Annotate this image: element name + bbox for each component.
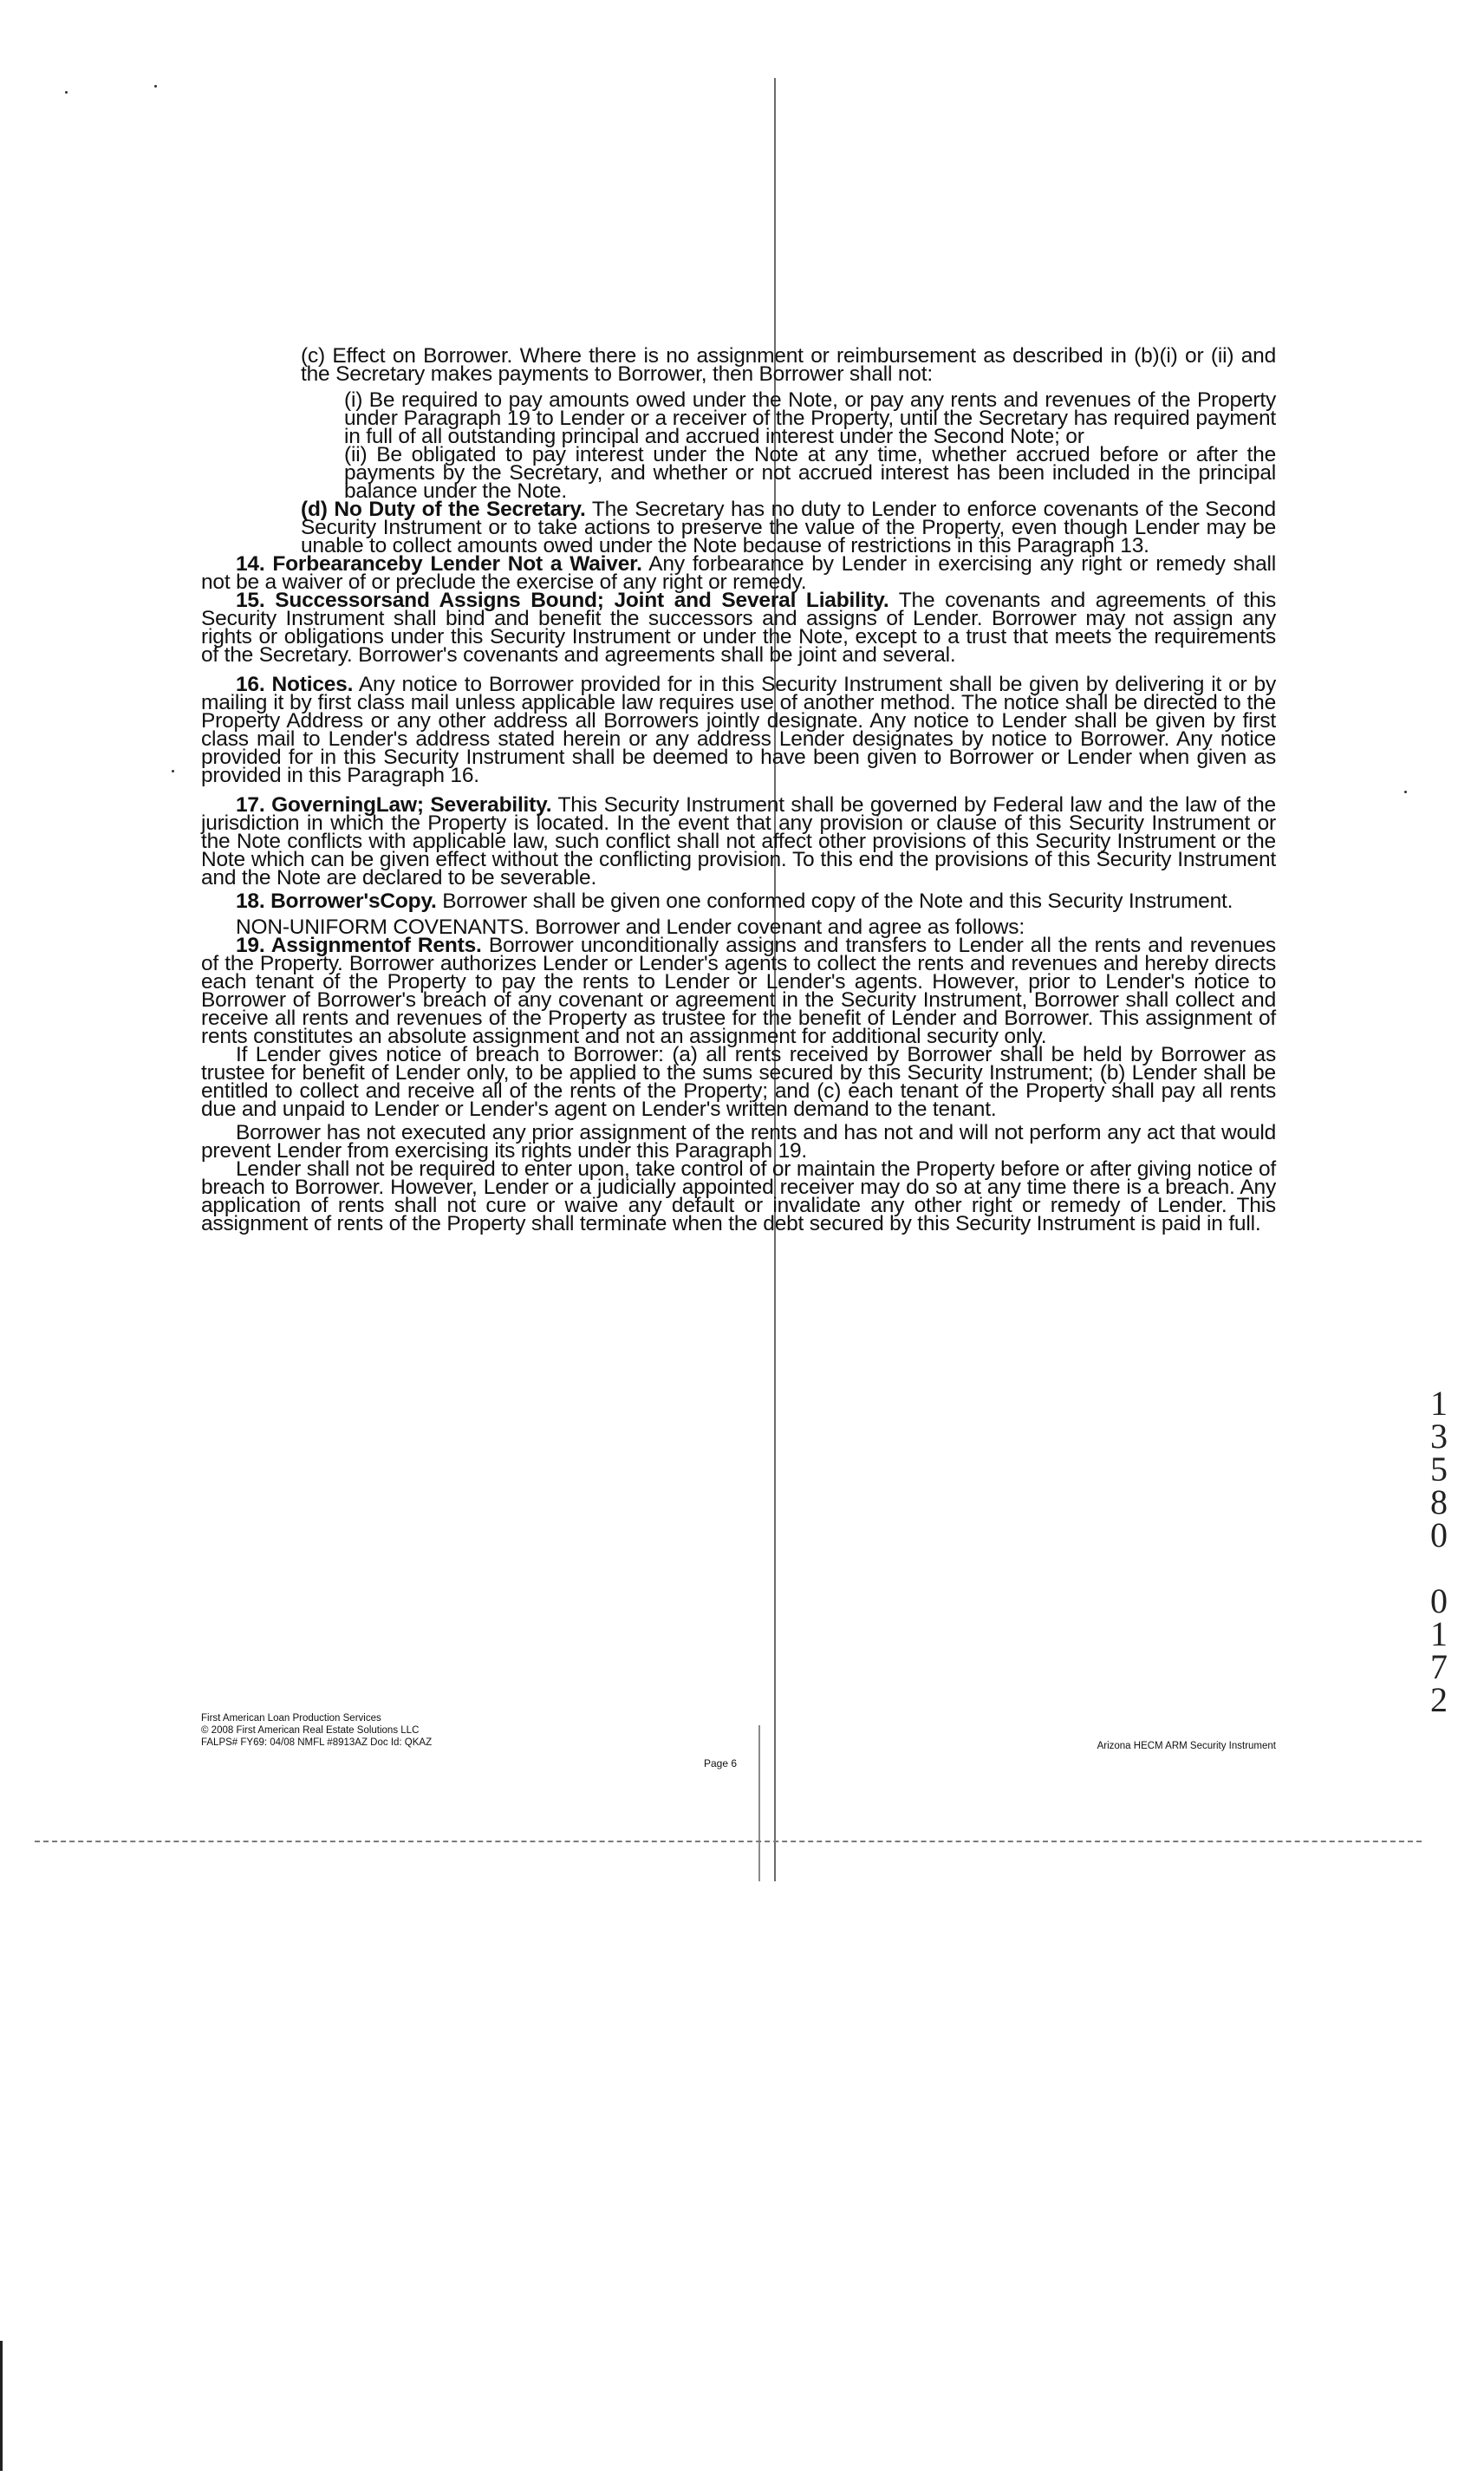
section-heading: 15. Successorsand Assigns Bound; Joint and Several Liability. xyxy=(236,589,889,612)
paragraph-15 xyxy=(201,589,1277,667)
paragraph-13c-ii: (ii) Be obligated to pay interest under the Note at any time, whether accrued before or after the payments by the Secretary, and whether or not accrued interest has been included in the principal balance under the Note. xyxy=(344,443,1276,503)
paragraph-19-c: Borrower has not executed any prior assignment of the rents and has not and will not perform any act that would prevent Lender from exercising its rights under this Paragraph 19. xyxy=(201,1121,1276,1163)
section-heading: 16. Notices. xyxy=(236,673,354,696)
stamp-digit: 7 xyxy=(1430,1647,1448,1686)
paragraph-13c-i: (i) Be required to pay amounts owed under the Note, or pay any rents and revenues of the Property under Paragraph 19 to Lender or a receiver of the Property, until the Secretary has required payment in full of all outstanding principal and accrued interest under the Second Note; or xyxy=(344,388,1276,448)
clause-text: Effect on Borrower. Where there is no assignment or reimbursement as described in (b)(i) or (ii) and the Secretary makes payments to Borrower, then Borrower shall not: xyxy=(301,344,1276,386)
section-text: Borrower unconditionally assigns and transfers to Lender all the rents and revenues of the Property. Borrower authorizes Lender or Lender's agents to collect the rents and revenues and hereby directs each tenant of the Property to pay the rents to Lender or Lender's agents. However, prior to Lender's notice to Borrower of Borrower's breach of any covenant or agreement in the Security Instrument, Borrower shall collect and receive all rents and revenues of the Property as trustee for the benefit of Lender and Borrower. This assignment of rents constitutes an absolute assignment and not an assignment for additional security only. xyxy=(201,934,1276,1048)
stamp-digit: 0 xyxy=(1430,1581,1448,1620)
section-text: Any notice to Borrower provided for in this Security Instrument shall be given by delivering it or by mailing it by first class mail unless applicable law requires use of another method. The notice shall be directed to the Property Address or any other address all Borrowers jointly designate. Any notice to Lender shall be given by first class mail to Lender's address stated herein or any address Lender designates by notice to Borrower. Any notice provided for in this Security Instrument shall be deemed to have been given to Borrower or Lender when given as provided in this Paragraph 16. xyxy=(201,673,1276,787)
paragraph-14 xyxy=(201,552,1276,594)
paragraph-18 xyxy=(201,890,1276,913)
stamp-digit: 2 xyxy=(1430,1680,1448,1719)
section-heading: 19. Assignmentof Rents. xyxy=(236,934,482,957)
scan-speck xyxy=(154,85,157,88)
non-uniform-covenants: NON-UNIFORM COVENANTS. Borrower and Lender covenant and agree as follows: xyxy=(236,916,1025,939)
document-body xyxy=(201,344,1277,1235)
section-text: The covenants and agreements of this Security Instrument shall bind and benefit the successors and assigns of Lender. Borrower may not assign any rights or obligations under this Security Instrument or under the Note, except to a trust that meets the requirements of the Secretary. Borrower's covenants and agreements shall be joint and several. xyxy=(201,589,1277,667)
scan-fold-line-lower xyxy=(758,1725,760,1881)
paragraph-19-b: If Lender gives notice of breach to Borrower: (a) all rents received by Borrower shall be held by Borrower as trustee for benefit of Lender only, to be applied to the sums secured by this Security Instrument; (b) Lender shall be entitled to collect and receive all of the rents of the Property; and (c) each tenant of the Property shall pay all rents due and unpaid to Lender or Lender's agent on Lender's written demand to the tenant. xyxy=(201,1043,1276,1121)
footer-form-name: Arizona HECM ARM Security Instrument xyxy=(1097,1741,1276,1751)
footer-doc-id: FALPS# FY69: 04/08 NMFL #8913AZ Doc Id: QKAZ xyxy=(201,1737,433,1748)
clause-heading: (d) No Duty of the Secretary. xyxy=(301,498,586,521)
paragraph-16 xyxy=(201,675,1276,785)
stamp-gap xyxy=(1426,1552,1452,1585)
stamp-digit: 3 xyxy=(1430,1417,1448,1456)
scan-page-edge xyxy=(35,1841,1422,1842)
stamp-digit: 8 xyxy=(1430,1483,1448,1522)
clause-text: The Secretary has no duty to Lender to enforce covenants of the Second Security Instrument or to take actions to preserve the value of the Property, even though Lender may be unable to collect amounts owed under the Note because of restrictions in this Paragraph 13. xyxy=(301,498,1276,557)
section-text: Borrower shall be given one conformed copy of the Note and this Security Instrument. xyxy=(436,890,1233,913)
stamp-digit: 5 xyxy=(1430,1450,1448,1489)
clause-label: (c) xyxy=(301,344,325,368)
section-heading: 18. Borrower'sCopy. xyxy=(236,890,437,913)
footer-company: First American Loan Production Services xyxy=(201,1713,381,1724)
scan-left-edge xyxy=(0,2341,3,2471)
paragraph-13c xyxy=(301,344,1276,386)
paragraph-17 xyxy=(201,793,1276,890)
page-number: Page 6 xyxy=(704,1757,738,1769)
paragraph-19-d: Lender shall not be required to enter upon, take control of or maintain the Property before or after giving notice of breach to Borrower. However, Lender or a judicially appointed receiver may do so at any time there is a breach. Any application of rents shall not cure or waive any default or invalidate any other right or remedy of Lender. This assignment of rents of the Property shall terminate when the debt secured by this Security Instrument is paid in full. xyxy=(201,1157,1276,1235)
recording-stamp xyxy=(1426,1384,1452,1719)
section-text: This Security Instrument shall be governed by Federal law and the law of the jurisdiction in which the Property is located. In the event that any provision or clause of this Security Instrument or the Note conflicts with applicable law, such conflict shall not affect other provisions of this Security Instrument or the Note which can be given effect without the conflicting provision. To this end the provisions of this Security Instrument and the Note are declared to be severable. xyxy=(201,793,1276,890)
scan-speck xyxy=(1404,791,1407,793)
paragraph-19 xyxy=(201,936,1276,1046)
section-text: Any forbearance by Lender in exercising any right or remedy shall not be a waiver of or preclude the exercise of any right or remedy. xyxy=(201,552,1276,594)
stamp-digit: 0 xyxy=(1430,1515,1448,1554)
stamp-digit: 1 xyxy=(1430,1384,1448,1423)
section-heading: 17. GoverningLaw; Severability. xyxy=(236,793,552,817)
footer-copyright: © 2008 First American Real Estate Solutions LLC xyxy=(201,1725,420,1736)
scan-speck xyxy=(172,770,174,772)
footer-left xyxy=(201,1712,432,1749)
stamp-digit: 1 xyxy=(1430,1614,1448,1653)
scan-speck xyxy=(65,91,68,94)
section-heading: 14. Forbearanceby Lender Not a Waiver. xyxy=(236,552,642,576)
paragraph-13d xyxy=(301,500,1276,555)
